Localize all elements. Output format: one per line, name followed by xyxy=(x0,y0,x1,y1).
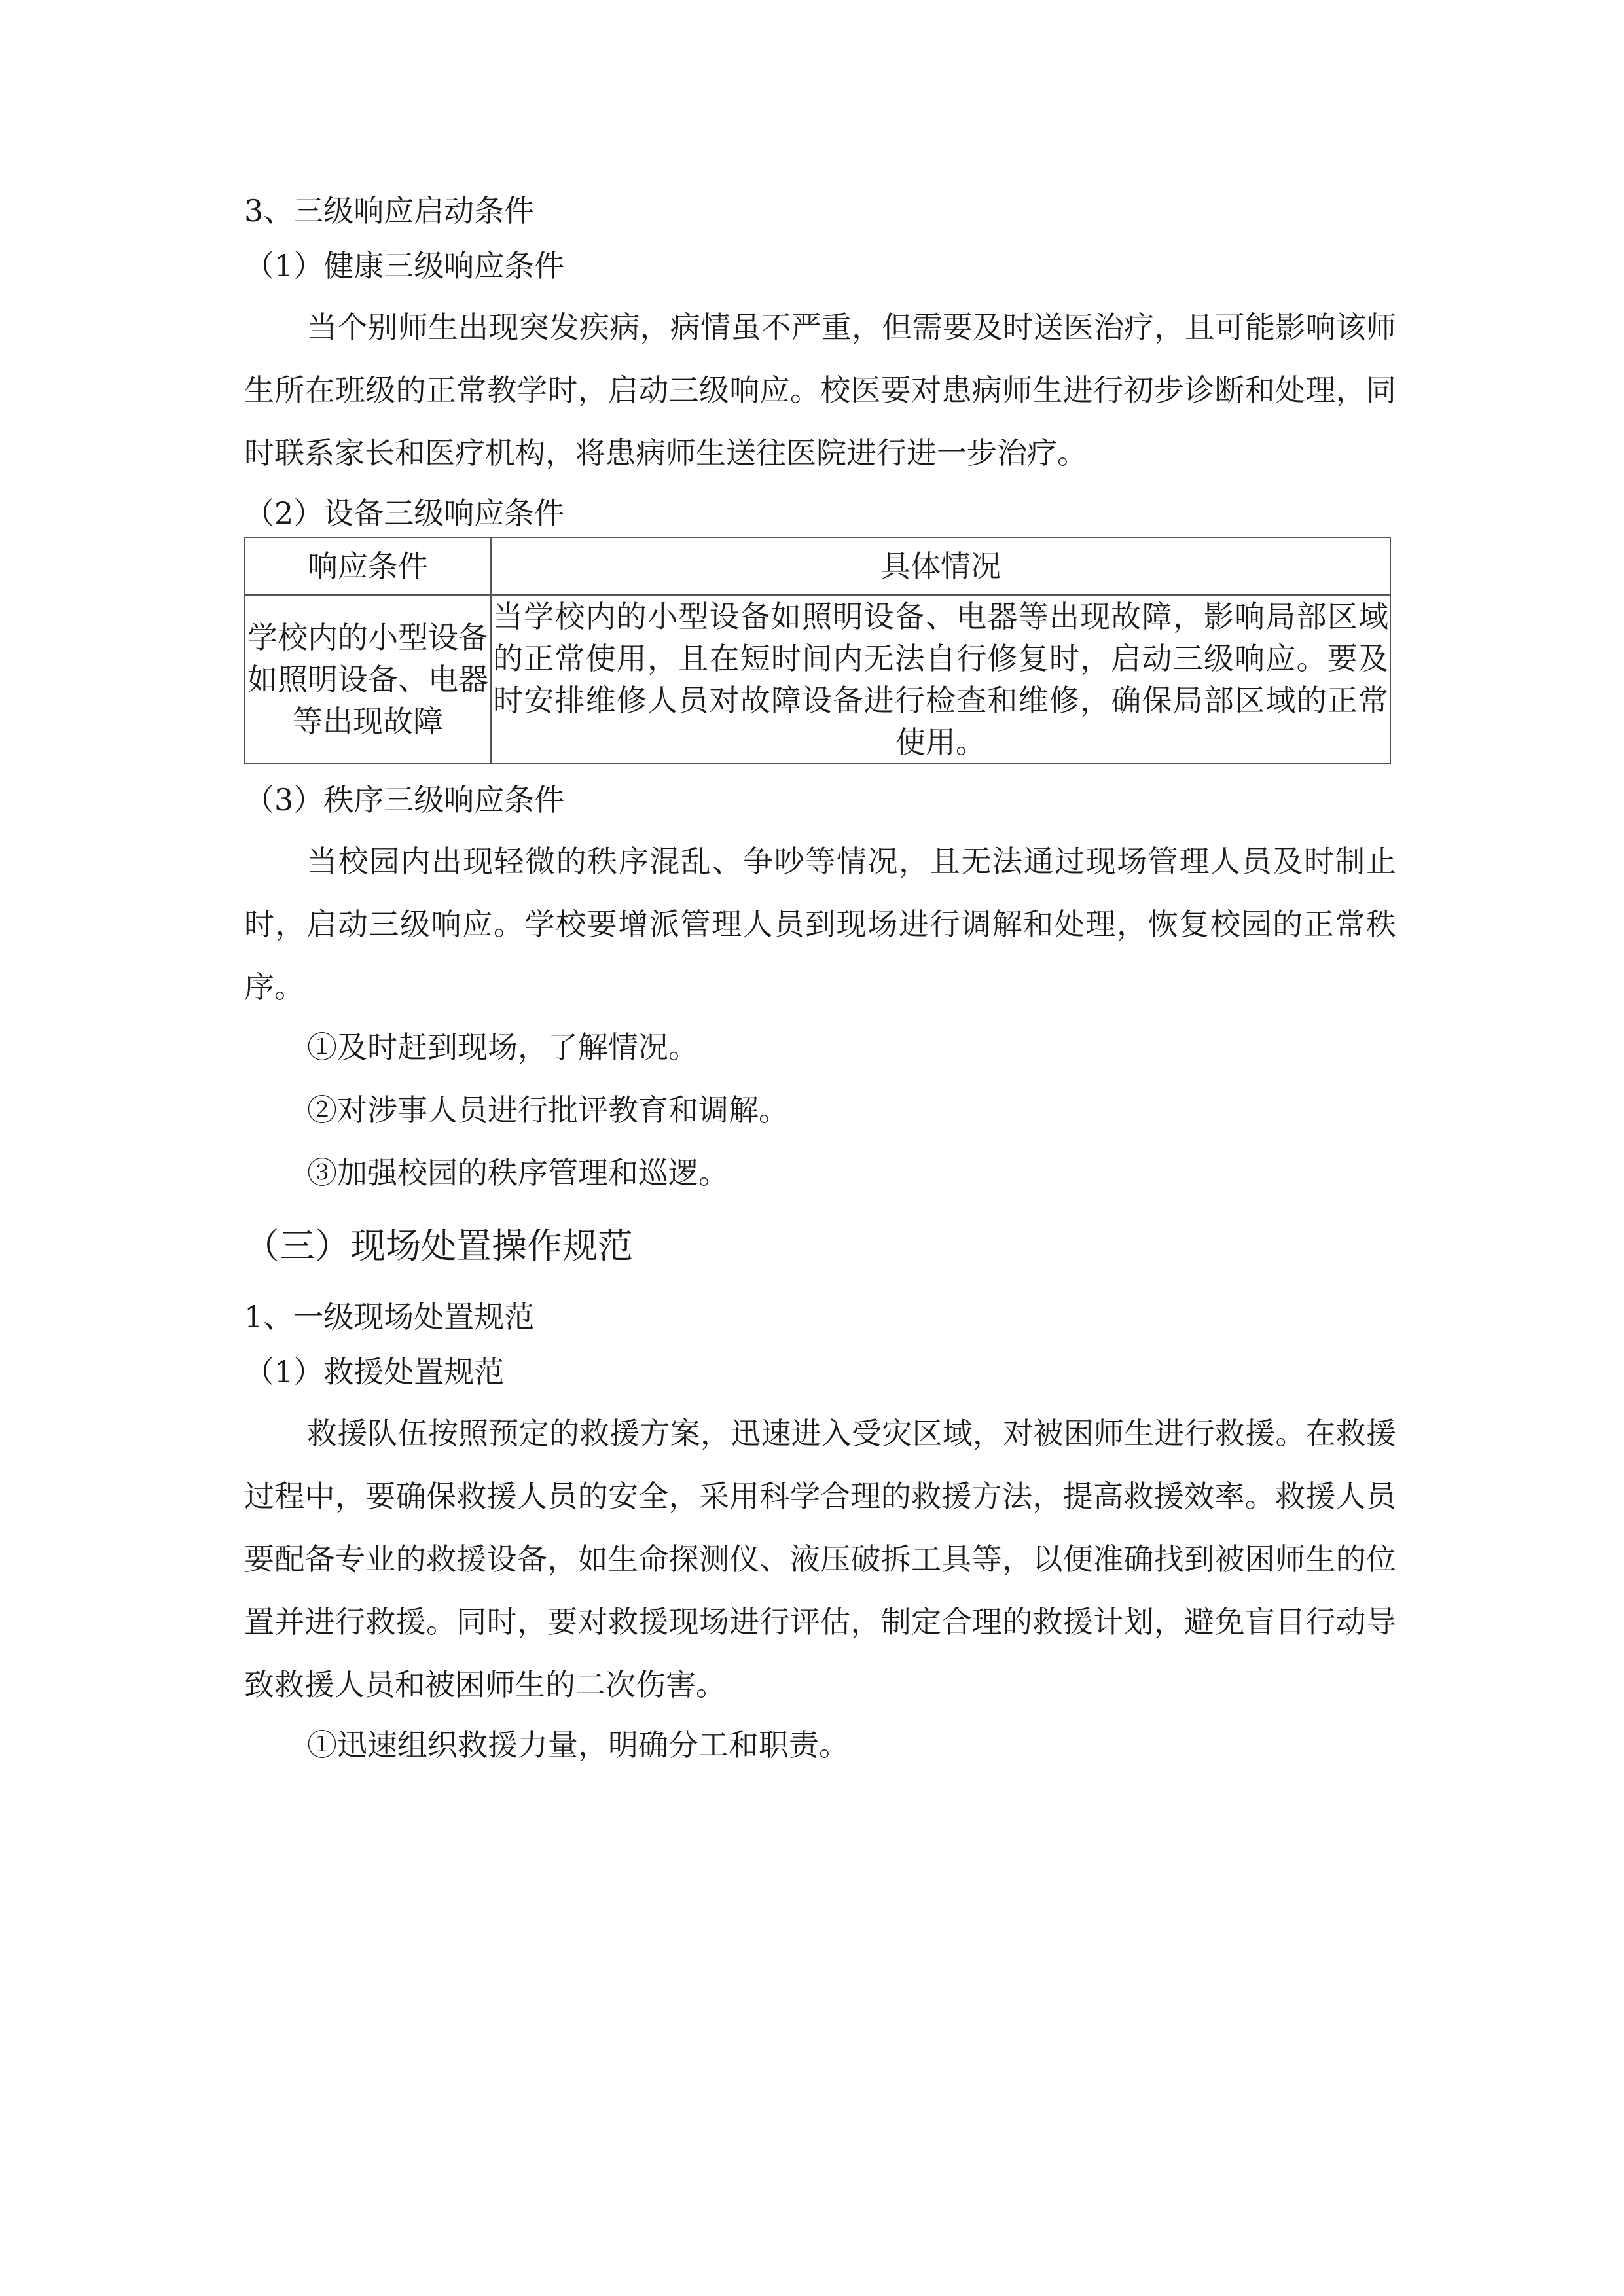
table-row xyxy=(245,595,1390,764)
heading-equipment-response: （2）设备三级响应条件 xyxy=(244,495,565,531)
heading-health-response: （1）健康三级响应条件 xyxy=(244,248,565,283)
table-cell-condition: 学校内的小型设备如照明设备、电器等出现故障 xyxy=(245,595,491,764)
table-header-detail: 具体情况 xyxy=(491,537,1390,595)
paragraph-order-response: 当校园内出现轻微的秩序混乱、争吵等情况，且无法通过现场管理人员及时制止时，启动三级响应。学校要增派管理人员到现场进行调解和处理，恢复校园的正常秩序。 xyxy=(244,844,1396,1005)
table-cell-detail: 当学校内的小型设备如照明设备、电器等出现故障，影响局部区域的正常使用，且在短时间内无法自行修复时，启动三级响应。要及时安排维修人员对故障设备进行检查和维修，确保局部区域的正常使用。 xyxy=(491,595,1390,764)
heading-order-response: （3）秩序三级响应条件 xyxy=(244,782,565,817)
paragraph-rescue-handling: 救援队伍按照预定的救援方案，迅速进入受灾区域，对被困师生进行救援。在救援过程中，要确保救援人员的安全，采用科学合理的救援方法，提高救援效率。救援人员要配备专业的救援设备，如生命探测仪、液压破拆工具等，以便准确找到被困师生的位置并进行救援。同时，要对救援现场进行评估，制定合理的救援计划，避免盲目行动导致救援人员和被困师生的二次伤害。 xyxy=(244,1416,1396,1702)
list-item: ③加强校园的秩序管理和巡逻。 xyxy=(307,1155,729,1191)
document-page xyxy=(244,190,1396,1787)
paragraph-health-response: 当个别师生出现突发疾病，病情虽不严重，但需要及时送医治疗，且可能影响该师生所在班级的正常教学时，启动三级响应。校医要对患病师生进行初步诊断和处理，同时联系家长和医疗机构，将患病师生送往医院进行进一步治疗。 xyxy=(244,310,1396,471)
equipment-response-table xyxy=(244,537,1391,764)
list-item: ①迅速组织救援力量，明确分工和职责。 xyxy=(307,1727,849,1763)
list-item: ②对涉事人员进行批评教育和调解。 xyxy=(307,1092,789,1128)
table-header-row xyxy=(245,537,1390,595)
table-header-condition: 响应条件 xyxy=(245,537,491,595)
heading-rescue-handling: （1）救援处置规范 xyxy=(244,1354,505,1390)
heading-level3-response: 3、三级响应启动条件 xyxy=(244,193,535,228)
section-heading-onsite-handling: （三）现场处置操作规范 xyxy=(244,1225,633,1266)
heading-level1-onsite: 1、一级现场处置规范 xyxy=(244,1299,535,1335)
list-item: ①及时赶到现场，了解情况。 xyxy=(307,1030,698,1065)
